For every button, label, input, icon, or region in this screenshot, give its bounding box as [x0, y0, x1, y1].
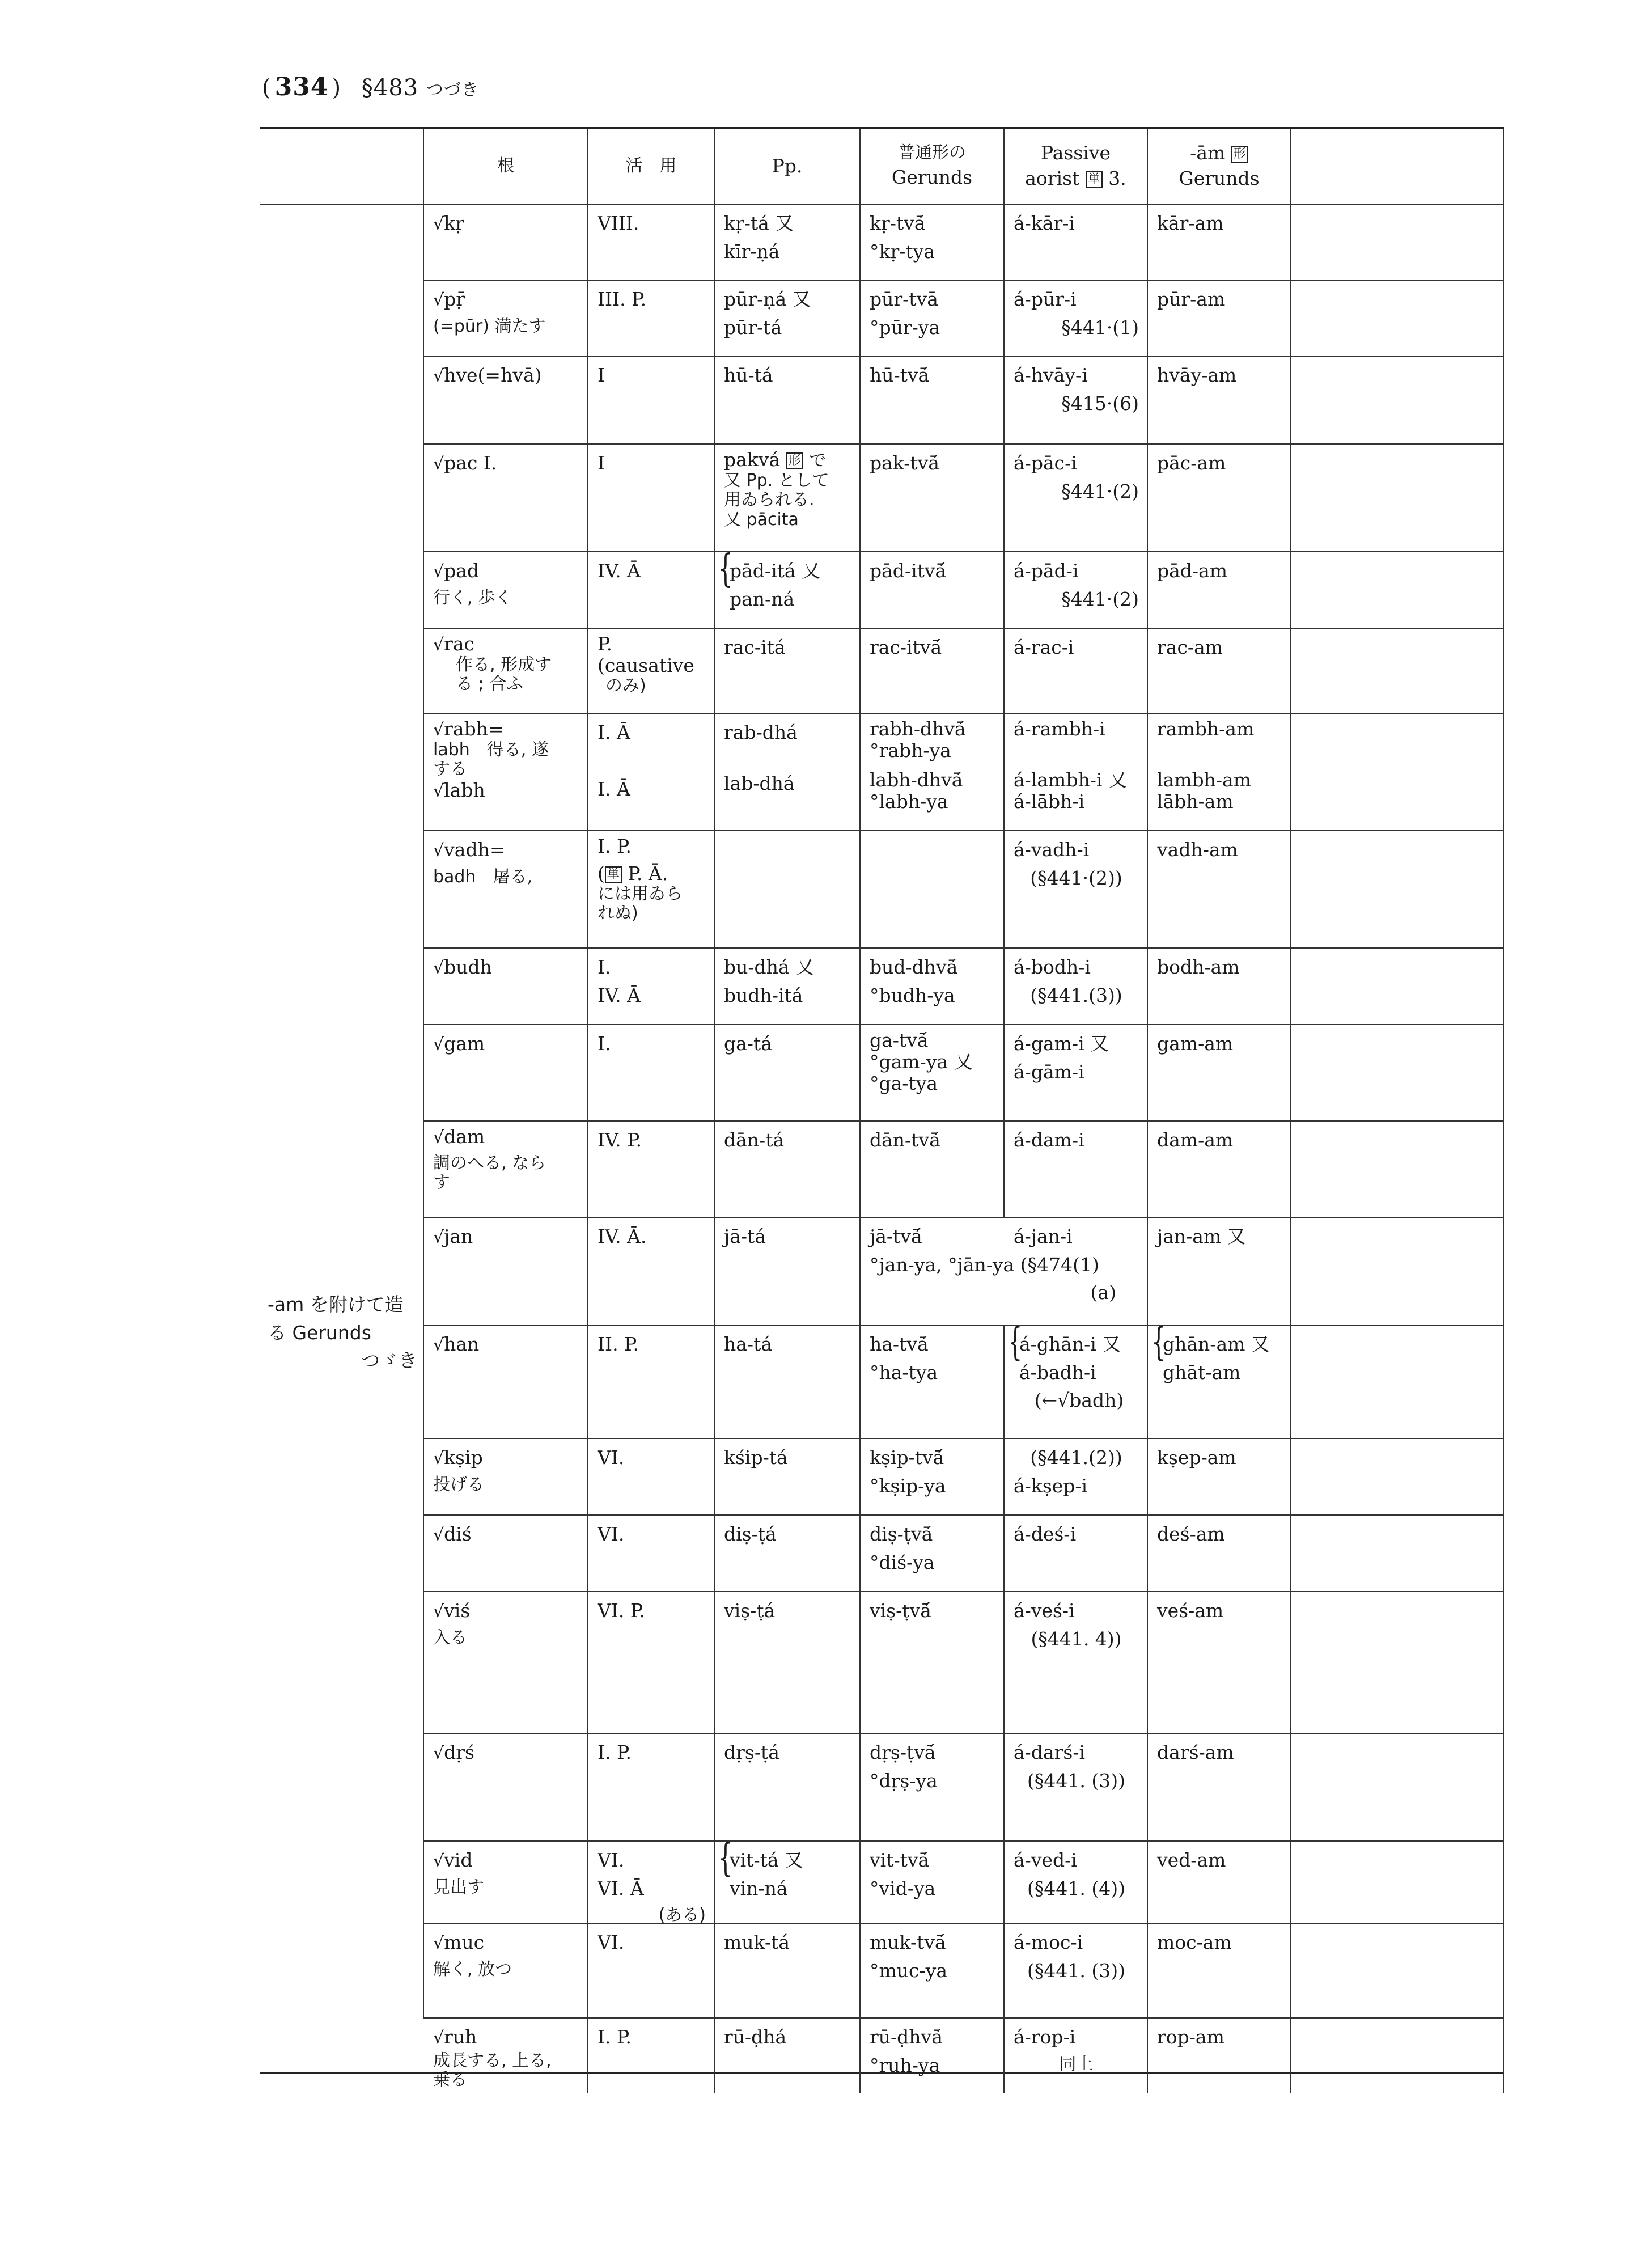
pp-cell: hū-tá	[715, 357, 861, 445]
passive-cell: á-bodh-i (§441.(3))	[1005, 949, 1148, 1025]
gerund-cell: kṣip-tvā́ °kṣip-ya	[861, 1439, 1005, 1516]
gerund-cell: vit-tvā́ °vid-ya	[861, 1842, 1005, 1924]
brace-icon: {	[1151, 1320, 1166, 1365]
extra-cell	[1291, 1326, 1504, 1439]
sqrt-icon: √	[433, 2028, 444, 2048]
extra-cell	[1291, 1516, 1504, 1592]
extra-cell	[1291, 357, 1504, 445]
extra-cell	[1291, 1924, 1504, 2019]
sqrt-icon: √	[433, 290, 444, 310]
passive-cell: á-veś-i (§441. 4))	[1005, 1592, 1148, 1734]
brace-icon: {	[718, 1836, 733, 1881]
sqrt-icon: √	[433, 720, 444, 740]
root-cell: √kṛ	[424, 205, 588, 281]
sqrt-icon: √	[433, 562, 444, 582]
root-cell: √dam 調のへる, なら す	[424, 1122, 588, 1218]
sqrt-icon: √	[433, 635, 444, 655]
pp-cell: kśip-tá	[715, 1439, 861, 1516]
sqrt-icon: √	[433, 1449, 444, 1469]
extra-cell	[1291, 1734, 1504, 1842]
conj-cell: I	[588, 357, 715, 445]
am-cell: pūr-am	[1148, 281, 1291, 357]
root-cell: √viś 入る	[424, 1592, 588, 1734]
gerund-cell: pak-tvā́	[861, 445, 1005, 552]
root-cell: √pṝ (=pūr) 満たす	[424, 281, 588, 357]
conj-cell: IV. Ā.	[588, 1218, 715, 1326]
gerund-cell: ha-tvā́ °ha-tya	[861, 1326, 1005, 1439]
pp-cell: rū-ḍhá	[715, 2019, 861, 2093]
extra-cell	[1291, 552, 1504, 629]
header-gerunds: 普通形の Gerunds	[861, 129, 1005, 205]
conj-cell: VI. P.	[588, 1592, 715, 1734]
passive-cell: á-gam-i 又 á-gām-i	[1005, 1025, 1148, 1122]
extra-cell	[1291, 1592, 1504, 1734]
header-am-gerunds: -ām 形 Gerunds	[1148, 129, 1291, 205]
pp-cell: viṣ-ṭá	[715, 1592, 861, 1734]
am-cell: bodh-am	[1148, 949, 1291, 1025]
sqrt-icon: √	[433, 1335, 444, 1355]
extra-cell	[1291, 2019, 1504, 2093]
am-cell: hvāy-am	[1148, 357, 1291, 445]
am-cell: rop-am	[1148, 2019, 1291, 2093]
passive-cell: á-kār-i	[1005, 205, 1148, 281]
root-cell: √diś	[424, 1516, 588, 1592]
sqrt-icon: √	[433, 1228, 444, 1247]
am-cell: rambh-am lambh-am lābh-am	[1148, 714, 1291, 831]
pp-cell: dān-tá	[715, 1122, 861, 1218]
root-cell: √kṣip 投げる	[424, 1439, 588, 1516]
extra-cell	[1291, 1218, 1504, 1326]
conj-cell: VIII.	[588, 205, 715, 281]
header-passive-aorist: Passive aorist 単 3.	[1005, 129, 1148, 205]
conj-cell: I. Ā I. Ā	[588, 714, 715, 831]
boxed-kanji-icon: 単	[1086, 171, 1103, 188]
gerund-cell: bud-dhvā́ °budh-ya	[861, 949, 1005, 1025]
brace-icon: {	[718, 547, 733, 592]
boxed-kanji-icon: 単	[605, 866, 622, 883]
root-cell: √pad 行く, 歩く	[424, 552, 588, 629]
am-cell: kār-am	[1148, 205, 1291, 281]
header-pp: Pp.	[715, 129, 861, 205]
am-cell: pāc-am	[1148, 445, 1291, 552]
pp-cell: ga-tá	[715, 1025, 861, 1122]
gerund-cell: dṛṣ-ṭvā́ °dṛṣ-ya	[861, 1734, 1005, 1842]
extra-cell	[1291, 205, 1504, 281]
gerund-cell: rabh-dhvā́ °rabh-ya labh-dhvā́ °labh-ya	[861, 714, 1005, 831]
continued-label: つづき	[426, 80, 479, 100]
gerund-cell: pād-itvā́	[861, 552, 1005, 629]
pp-cell: { vit-tá 又 vin-ná	[715, 1842, 861, 1924]
extra-cell	[1291, 1439, 1504, 1516]
gerund-passive-merged-cell: jā-tvā́ °jan-ya, °jān-ya (§474(1) (a) á-jan-i	[861, 1218, 1148, 1326]
pp-cell: pakvá 形 で 又 Pp. として 用ゐられる. 又 pācita	[715, 445, 861, 552]
root-cell: √muc 解く, 放つ	[424, 1924, 588, 2019]
pp-cell: jā-tá	[715, 1218, 861, 1326]
extra-cell	[1291, 1025, 1504, 1122]
conj-cell: I. IV. Ā	[588, 949, 715, 1025]
root-cell: √budh	[424, 949, 588, 1025]
am-cell: dam-am	[1148, 1122, 1291, 1218]
gerund-cell: rac-itvā́	[861, 629, 1005, 714]
sqrt-icon: √	[433, 1744, 444, 1763]
sqrt-icon: √	[433, 1128, 444, 1148]
brace-icon: {	[1008, 1320, 1023, 1365]
passive-cell: á-rop-i 同上	[1005, 2019, 1148, 2093]
passive-cell: (§441.(2)) á-kṣep-i	[1005, 1439, 1148, 1516]
passive-cell: á-pūr-i §441·(1)	[1005, 281, 1148, 357]
sqrt-icon: √	[433, 841, 444, 861]
conj-cell: I. P.	[588, 2019, 715, 2093]
gerund-cell: hū-tvā́	[861, 357, 1005, 445]
passive-cell: á-rac-i	[1005, 629, 1148, 714]
root-cell: √gam	[424, 1025, 588, 1122]
pp-cell: kṛ-tá 又 kīr-ṇá	[715, 205, 861, 281]
pp-cell: bu-dhá 又 budh-itá	[715, 949, 861, 1025]
passive-cell: á-pāc-i §441·(2)	[1005, 445, 1148, 552]
gerund-table	[260, 127, 1504, 2090]
gerund-cell: ga-tvā́ °gam-ya 又 °ga-tya	[861, 1025, 1005, 1122]
passive-cell: á-moc-i (§441. (3))	[1005, 1924, 1148, 2019]
sqrt-icon: √	[433, 1602, 444, 1622]
root-cell: √jan	[424, 1218, 588, 1326]
am-cell: pād-am	[1148, 552, 1291, 629]
am-cell: deś-am	[1148, 1516, 1291, 1592]
root-cell: √vadh= badh 屠る,	[424, 831, 588, 949]
passive-cell: á-deś-i	[1005, 1516, 1148, 1592]
gerund-cell	[861, 831, 1005, 949]
root-cell: √vid 見出す	[424, 1842, 588, 1924]
pp-cell: { pād-itá 又 pan-ná	[715, 552, 861, 629]
extra-cell	[1291, 1122, 1504, 1218]
am-cell: jan-am 又	[1148, 1218, 1291, 1326]
extra-cell	[1291, 1842, 1504, 1924]
am-cell: gam-am	[1148, 1025, 1291, 1122]
conj-cell: VI.	[588, 1439, 715, 1516]
pp-cell: pūr-ṇá 又 pūr-tá	[715, 281, 861, 357]
conj-cell: I. P. ( 単 P. Ā. には用ゐら れぬ)	[588, 831, 715, 949]
root-cell: √ruh 成長する, 上る, 乗る	[424, 2019, 588, 2093]
root-cell: √hve(=hvā)	[424, 357, 588, 445]
gerund-cell: dān-tvā́	[861, 1122, 1005, 1218]
sqrt-icon: √	[433, 1851, 444, 1871]
page-header: ( 334 ) §483 つづき	[262, 73, 479, 101]
extra-cell	[1291, 949, 1504, 1025]
extra-cell	[1291, 629, 1504, 714]
sqrt-icon: √	[433, 781, 444, 801]
extra-cell	[1291, 445, 1504, 552]
root-cell: √rac 作る, 形成す る ; 合ふ	[424, 629, 588, 714]
am-cell: rac-am	[1148, 629, 1291, 714]
am-cell: veś-am	[1148, 1592, 1291, 1734]
sqrt-icon: √	[433, 1525, 444, 1545]
pp-cell	[715, 831, 861, 949]
pp-cell: diṣ-ṭá	[715, 1516, 861, 1592]
am-cell: ved-am	[1148, 1842, 1291, 1924]
am-cell: darś-am	[1148, 1734, 1291, 1842]
pp-cell: muk-tá	[715, 1924, 861, 2019]
pp-cell: rab-dhá lab-dhá	[715, 714, 861, 831]
root-cell: √han	[424, 1326, 588, 1439]
extra-cell	[1291, 281, 1504, 357]
gerund-cell: viṣ-ṭvā́	[861, 1592, 1005, 1734]
conj-cell: P. (causative のみ)	[588, 629, 715, 714]
boxed-kanji-icon: 形	[786, 452, 803, 469]
conj-cell: II. P.	[588, 1326, 715, 1439]
conj-cell: IV. Ā	[588, 552, 715, 629]
passive-cell: á-darś-i (§441. (3))	[1005, 1734, 1148, 1842]
page-number: 334	[274, 73, 329, 101]
conj-cell: VI.	[588, 1924, 715, 2019]
conj-cell: I.	[588, 1025, 715, 1122]
extra-cell	[1291, 714, 1504, 831]
conj-cell: I	[588, 445, 715, 552]
passive-cell: { á-ghān-i 又 á-badh-i (←√badh)	[1005, 1326, 1148, 1439]
header-blank	[260, 129, 424, 205]
gerund-cell: rū-ḍhvā́ °ruh-ya	[861, 2019, 1005, 2093]
gerund-cell: diṣ-ṭvā́ °diś-ya	[861, 1516, 1005, 1592]
conj-cell: IV. P.	[588, 1122, 715, 1218]
passive-cell: á-rambh-i á-lambh-i 又 á-lābh-i	[1005, 714, 1148, 831]
am-cell: { ghān-am 又 ghāt-am	[1148, 1326, 1291, 1439]
pp-cell: rac-itá	[715, 629, 861, 714]
conj-cell: VI.	[588, 1516, 715, 1592]
conj-cell: I. P.	[588, 1734, 715, 1842]
section-ref: §483	[361, 75, 419, 101]
root-cell: √pac I.	[424, 445, 588, 552]
pp-cell: dṛṣ-ṭá	[715, 1734, 861, 1842]
root-cell: √rabh= labh 得る, 遂 する √labh	[424, 714, 588, 831]
header-extra	[1291, 129, 1504, 205]
passive-cell: á-hvāy-i §415·(6)	[1005, 357, 1148, 445]
am-cell: vadh-am	[1148, 831, 1291, 949]
am-cell: moc-am	[1148, 1924, 1291, 2019]
gerund-cell: muk-tvā́ °muc-ya	[861, 1924, 1005, 2019]
passive-cell: á-ved-i (§441. (4))	[1005, 1842, 1148, 1924]
conj-cell: III. P.	[588, 281, 715, 357]
passive-cell: á-dam-i	[1005, 1122, 1148, 1218]
group-label: -am を附けて造 る Gerunds つゞき	[260, 205, 424, 2019]
passive-cell: á-vadh-i (§441·(2))	[1005, 831, 1148, 949]
header-root: 根	[424, 129, 588, 205]
header-conjugation: 活 用	[588, 129, 715, 205]
conj-cell: VI. VI. Ā (ある)	[588, 1842, 715, 1924]
boxed-kanji-icon: 形	[1231, 146, 1248, 163]
sqrt-icon: √	[433, 958, 444, 978]
sqrt-icon: √	[433, 1035, 444, 1055]
gerund-cell: pūr-tvā °pūr-ya	[861, 281, 1005, 357]
root-cell: √dṛś	[424, 1734, 588, 1842]
passive-cell: á-pād-i §441·(2)	[1005, 552, 1148, 629]
am-cell: kṣep-am	[1148, 1439, 1291, 1516]
sqrt-icon: √	[433, 214, 444, 234]
sqrt-icon: √	[433, 454, 444, 474]
extra-cell	[1291, 831, 1504, 949]
pp-cell: ha-tá	[715, 1326, 861, 1439]
sqrt-icon: √	[433, 1933, 444, 1953]
gerund-cell: kṛ-tvā́ °kṛ-tya	[861, 205, 1005, 281]
sqrt-icon: √	[433, 366, 444, 386]
